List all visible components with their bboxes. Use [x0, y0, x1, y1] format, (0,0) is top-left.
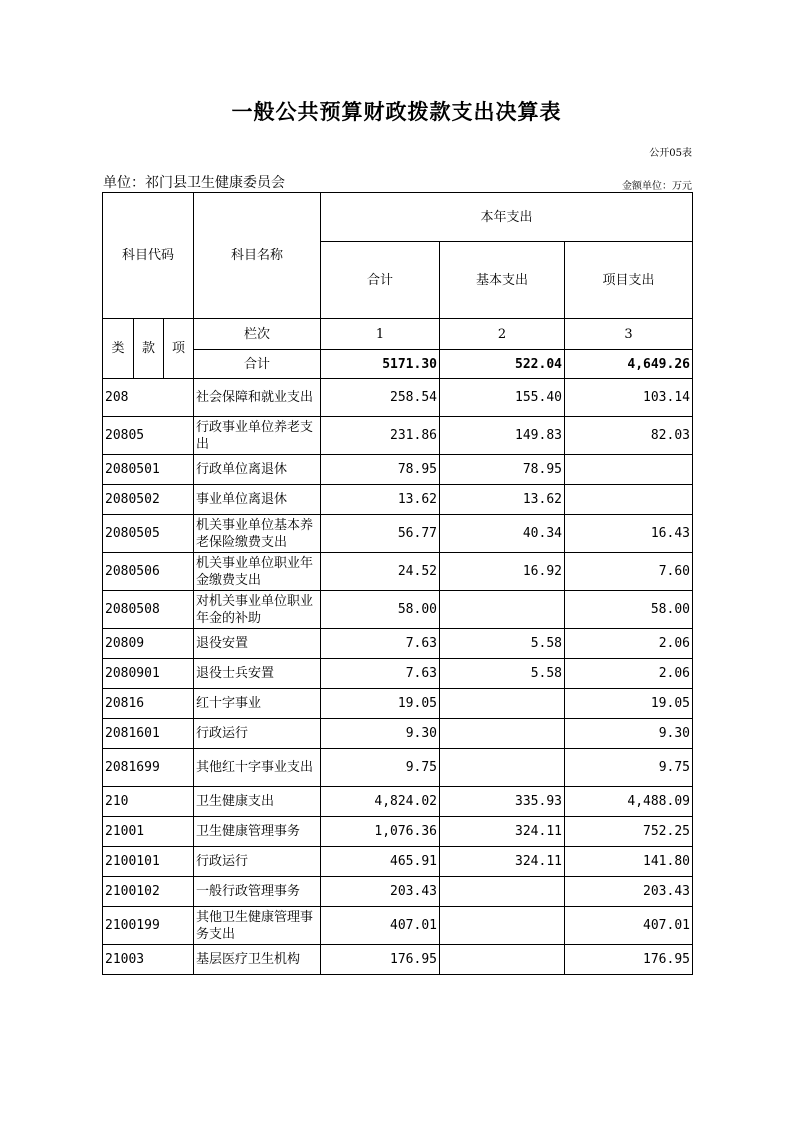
basic-cell: 78.95 — [440, 455, 565, 485]
basic-cell: 324.11 — [440, 847, 565, 877]
basic-cell — [440, 689, 565, 719]
total-cell: 465.91 — [321, 847, 440, 877]
total-cell: 56.77 — [321, 515, 440, 553]
expenditure-table — [102, 192, 693, 975]
subject-name-cell: 行政事业单位养老支出 — [194, 417, 321, 455]
subject-code-cell: 21001 — [103, 817, 194, 847]
total-cell: 407.01 — [321, 907, 440, 945]
subject-code-header: 科目代码 — [103, 193, 194, 319]
subject-name-cell: 红十字事业 — [194, 689, 321, 719]
total-row-total: 5171.30 — [321, 350, 440, 379]
basic-cell: 149.83 — [440, 417, 565, 455]
table-row — [103, 629, 693, 659]
subject-name-cell: 行政运行 — [194, 847, 321, 877]
subject-code-cell: 210 — [103, 787, 194, 817]
table-row — [103, 417, 693, 455]
project-cell — [565, 455, 693, 485]
subject-code-cell: 20816 — [103, 689, 194, 719]
subject-name-cell: 其他卫生健康管理事务支出 — [194, 907, 321, 945]
form-code: 公开05表 — [649, 148, 692, 159]
current-year-header: 本年支出 — [321, 193, 693, 242]
basic-cell — [440, 907, 565, 945]
table-row — [103, 907, 693, 945]
subject-name-cell: 退役安置 — [194, 629, 321, 659]
subject-code-cell: 2100101 — [103, 847, 194, 877]
subject-code-cell: 2100199 — [103, 907, 194, 945]
basic-cell — [440, 877, 565, 907]
total-cell: 203.43 — [321, 877, 440, 907]
project-cell: 752.25 — [565, 817, 693, 847]
project-cell: 19.05 — [565, 689, 693, 719]
table-row — [103, 877, 693, 907]
project-cell: 2.06 — [565, 659, 693, 689]
subject-code-cell: 2080502 — [103, 485, 194, 515]
total-row-basic: 522.04 — [440, 350, 565, 379]
table-row — [103, 515, 693, 553]
project-cell: 7.60 — [565, 553, 693, 591]
column-1-number: 1 — [321, 319, 440, 350]
project-cell: 176.95 — [565, 945, 693, 975]
project-header: 项目支出 — [565, 242, 693, 319]
subject-name-cell: 行政运行 — [194, 719, 321, 749]
table-row — [103, 787, 693, 817]
project-cell: 2.06 — [565, 629, 693, 659]
basic-cell — [440, 719, 565, 749]
total-cell: 13.62 — [321, 485, 440, 515]
project-cell: 16.43 — [565, 515, 693, 553]
money-unit-label: 金额单位：万元 — [622, 181, 692, 192]
basic-cell: 335.93 — [440, 787, 565, 817]
subject-name-cell: 机关事业单位基本养老保险缴费支出 — [194, 515, 321, 553]
total-cell: 176.95 — [321, 945, 440, 975]
subject-name-cell: 社会保障和就业支出 — [194, 379, 321, 417]
subject-code-cell: 2080506 — [103, 553, 194, 591]
project-cell: 82.03 — [565, 417, 693, 455]
project-cell: 9.75 — [565, 749, 693, 787]
subject-code-cell: 2080508 — [103, 591, 194, 629]
table-row — [103, 749, 693, 787]
subject-code-cell: 21003 — [103, 945, 194, 975]
project-cell: 103.14 — [565, 379, 693, 417]
subject-code-cell: 2081601 — [103, 719, 194, 749]
table-row — [103, 455, 693, 485]
total-cell: 9.30 — [321, 719, 440, 749]
basic-cell: 5.58 — [440, 629, 565, 659]
table-row — [103, 591, 693, 629]
project-cell: 141.80 — [565, 847, 693, 877]
subject-code-cell: 2080901 — [103, 659, 194, 689]
table-row — [103, 553, 693, 591]
total-cell: 19.05 — [321, 689, 440, 719]
subject-name-cell: 退役士兵安置 — [194, 659, 321, 689]
total-row-label: 合计 — [194, 350, 321, 379]
total-cell: 7.63 — [321, 659, 440, 689]
subject-name-cell: 行政单位离退休 — [194, 455, 321, 485]
subject-code-cell: 208 — [103, 379, 194, 417]
subject-name-cell: 其他红十字事业支出 — [194, 749, 321, 787]
project-cell — [565, 485, 693, 515]
table-row — [103, 485, 693, 515]
basic-cell: 324.11 — [440, 817, 565, 847]
column-number-row — [103, 319, 693, 350]
table-row — [103, 817, 693, 847]
subject-name-header: 科目名称 — [194, 193, 321, 319]
unit-label: 单位：祁门县卫生健康委员会 — [103, 175, 285, 191]
table-row — [103, 689, 693, 719]
subject-code-cell: 20809 — [103, 629, 194, 659]
project-cell: 58.00 — [565, 591, 693, 629]
total-cell: 7.63 — [321, 629, 440, 659]
basic-cell: 40.34 — [440, 515, 565, 553]
basic-cell: 16.92 — [440, 553, 565, 591]
xiang-header: 项 — [164, 319, 194, 379]
subject-name-cell: 基层医疗卫生机构 — [194, 945, 321, 975]
table-body — [103, 193, 693, 975]
subject-code-cell: 2081699 — [103, 749, 194, 787]
column-2-number: 2 — [440, 319, 565, 350]
table-row — [103, 719, 693, 749]
total-cell: 1,076.36 — [321, 817, 440, 847]
subject-code-cell: 2100102 — [103, 877, 194, 907]
total-row-project: 4,649.26 — [565, 350, 693, 379]
total-cell: 24.52 — [321, 553, 440, 591]
subject-name-cell: 一般行政管理事务 — [194, 877, 321, 907]
basic-cell: 155.40 — [440, 379, 565, 417]
basic-cell — [440, 591, 565, 629]
page-title: 一般公共预算财政拨款支出决算表 — [231, 100, 562, 124]
subject-code-cell: 2080505 — [103, 515, 194, 553]
project-cell: 4,488.09 — [565, 787, 693, 817]
project-cell: 203.43 — [565, 877, 693, 907]
table-row — [103, 945, 693, 975]
project-cell: 9.30 — [565, 719, 693, 749]
table-row — [103, 847, 693, 877]
subject-name-cell: 机关事业单位职业年金缴费支出 — [194, 553, 321, 591]
total-cell: 4,824.02 — [321, 787, 440, 817]
subject-name-cell: 卫生健康管理事务 — [194, 817, 321, 847]
basic-cell: 5.58 — [440, 659, 565, 689]
basic-header: 基本支出 — [440, 242, 565, 319]
header-row-1 — [103, 193, 693, 242]
subject-code-cell: 20805 — [103, 417, 194, 455]
project-cell: 407.01 — [565, 907, 693, 945]
kuan-header: 款 — [134, 319, 164, 379]
total-header: 合计 — [321, 242, 440, 319]
column-3-number: 3 — [565, 319, 693, 350]
basic-cell: 13.62 — [440, 485, 565, 515]
table-row — [103, 659, 693, 689]
total-cell: 58.00 — [321, 591, 440, 629]
basic-cell — [440, 945, 565, 975]
column-no-label: 栏次 — [194, 319, 321, 350]
basic-cell — [440, 749, 565, 787]
subject-name-cell: 事业单位离退休 — [194, 485, 321, 515]
total-cell: 258.54 — [321, 379, 440, 417]
subject-name-cell: 对机关事业单位职业年金的补助 — [194, 591, 321, 629]
lei-header: 类 — [103, 319, 134, 379]
total-cell: 231.86 — [321, 417, 440, 455]
subject-name-cell: 卫生健康支出 — [194, 787, 321, 817]
table-row — [103, 379, 693, 417]
subject-code-cell: 2080501 — [103, 455, 194, 485]
total-cell: 78.95 — [321, 455, 440, 485]
total-cell: 9.75 — [321, 749, 440, 787]
